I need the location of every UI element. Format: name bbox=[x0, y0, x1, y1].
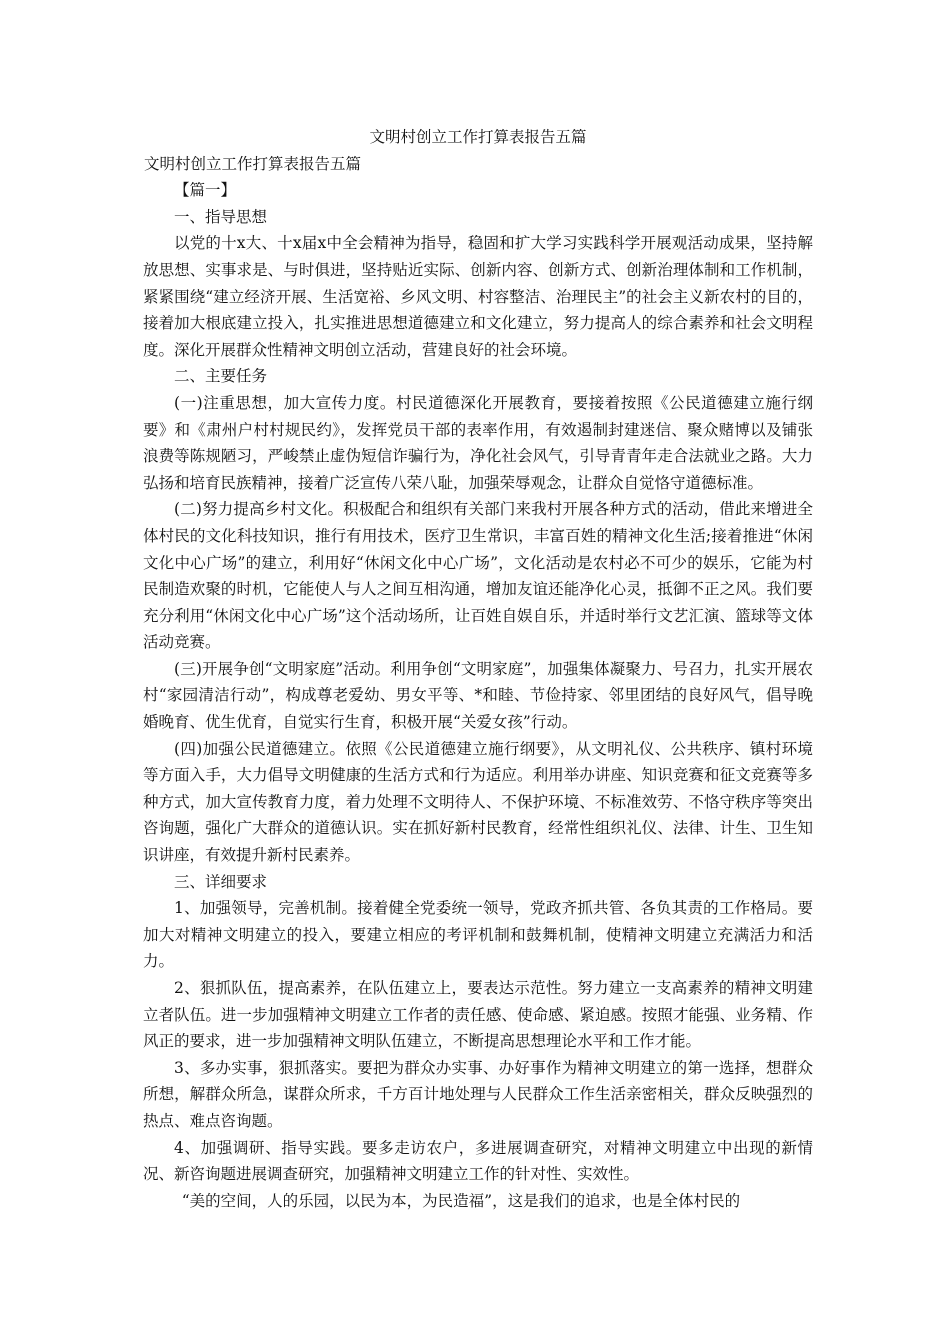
paragraph: (一)注重思想，加大宣传力度。村民道德深化开展教育，要接着按照《公民道德建立施行纲要》和《肃州户村村规民约》，发挥党员干部的表率作用，有效遏制封建迷信、聚众赌博以及铺张浪费等陈规陋习，严峻禁止虚伪短信诈骗行为，净化社会风气，引导青青年走合法就业之路。大力弘扬和培育民族精神，接着广泛宣传八荣八耻，加强荣辱观念，让群众自觉恪守道德标准。 bbox=[143, 393, 813, 492]
section-label: 【篇一】 bbox=[174, 181, 237, 200]
paragraph: (四)加强公民道德建立。依照《公民道德建立施行纲要》，从文明礼仪、公共秩序、镇村环境等方面入手，大力倡导文明健康的生活方式和行为适应。利用举办讲座、知识竞赛和征文竞赛等多种方式，加大宣传教育力度，着力处理不文明待人、不保护环境、不标准效劳、不恪守秩序等突出咨询题，强化广大群众的道德认识。实在抓好新村民教育，经常性组织礼仪、法律、计生、卫生知识讲座，有效提升新村民素养。 bbox=[143, 739, 813, 865]
paragraph: 3、多办实事，狠抓落实。要把为群众办实事、办好事作为精神文明建立的第一选择，想群众所想，解群众所急，谋群众所求，千方百计地处理与人民群众工作生活亲密相关，群众反映强烈的热点、难点咨询题。 bbox=[143, 1058, 813, 1130]
heading-main-tasks: 二、主要任务 bbox=[174, 367, 268, 386]
paragraph: (二)努力提高乡村文化。积极配合和组织有关部门来我村开展各种方式的活动，借此来增进全体村民的文化科技知识，推行有用技术，医疗卫生常识，丰富百姓的精神文化生活;接着推进“休闲文化中心广场”的建立，利用好“休闲文化中心广场”，文化活动是农村必不可少的娱乐，它能为村民制造欢聚的时机，它能使人与人之间互相沟通，增加友谊还能净化心灵，抵御不正之风。我们要充分利用“休闲文化中心广场”这个活动场所，让百姓自娱自乐，并适时举行文艺汇演、篮球等文体活动竞赛。 bbox=[143, 500, 813, 652]
document-body bbox=[143, 124, 813, 1214]
paragraph: 以党的十x大、十x届x中全会精神为指导，稳固和扩大学习实践科学开展观活动成果，坚持解放思想、实事求是、与时俱进，坚持贴近实际、创新内容、创新方式、创新治理体制和工作机制，紧紧围绕“建立经济开展、生活宽裕、乡风文明、村容整洁、治理民主”的社会主义新农村的目的，接着加大根底建立投入，扎实推进思想道德建立和文化建立，努力提高人的综合素养和社会文明程度。深化开展群众性精神文明创立活动，营建良好的社会环境。 bbox=[143, 234, 813, 359]
document-title: 文明村创立工作打算表报告五篇 bbox=[369, 128, 587, 146]
paragraph: 1、加强领导，完善机制。接着健全党委统一领导，党政齐抓共管、各负其责的工作格局。要加大对精神文明建立的投入，要建立相应的考评机制和鼓舞机制，使精神文明建立充满活力和活力。 bbox=[143, 899, 813, 971]
paragraph: 4、加强调研、指导实践。要多走访农户，多进展调查研究，对精神文明建立中出现的新情况、新咨询题进展调查研究，加强精神文明建立工作的针对性、实效性。 bbox=[143, 1138, 813, 1184]
document-subtitle: 文明村创立工作打算表报告五篇 bbox=[144, 154, 362, 173]
heading-guiding-ideology: 一、指导思想 bbox=[174, 207, 268, 226]
paragraph: 2、狠抓队伍，提高素养，在队伍建立上，要表达示范性。努力建立一支高素养的精神文明建立者队伍。进一步加强精神文明建立工作者的责任感、使命感、紧迫感。按照才能强、业务精、作风正的要求，进一步加强精神文明队伍建立，不断提高思想理论水平和工作才能。 bbox=[143, 979, 813, 1051]
paragraph: (三)开展争创“文明家庭”活动。利用争创“文明家庭”，加强集体凝聚力、号召力，扎实开展农村“家园清洁行动”，构成尊老爱幼、男女平等、*和睦、节俭持家、邻里团结的良好风气，倡导晚婚晚育、优生优育，自觉实行生育，积极开展“关爱女孩”行动。 bbox=[143, 659, 813, 732]
paragraph: “美的空间，人的乐园，以民为本，为民造福”，这是我们的追求，也是全体村民的 bbox=[181, 1191, 741, 1210]
heading-detailed-requirements: 三、详细要求 bbox=[174, 872, 268, 891]
